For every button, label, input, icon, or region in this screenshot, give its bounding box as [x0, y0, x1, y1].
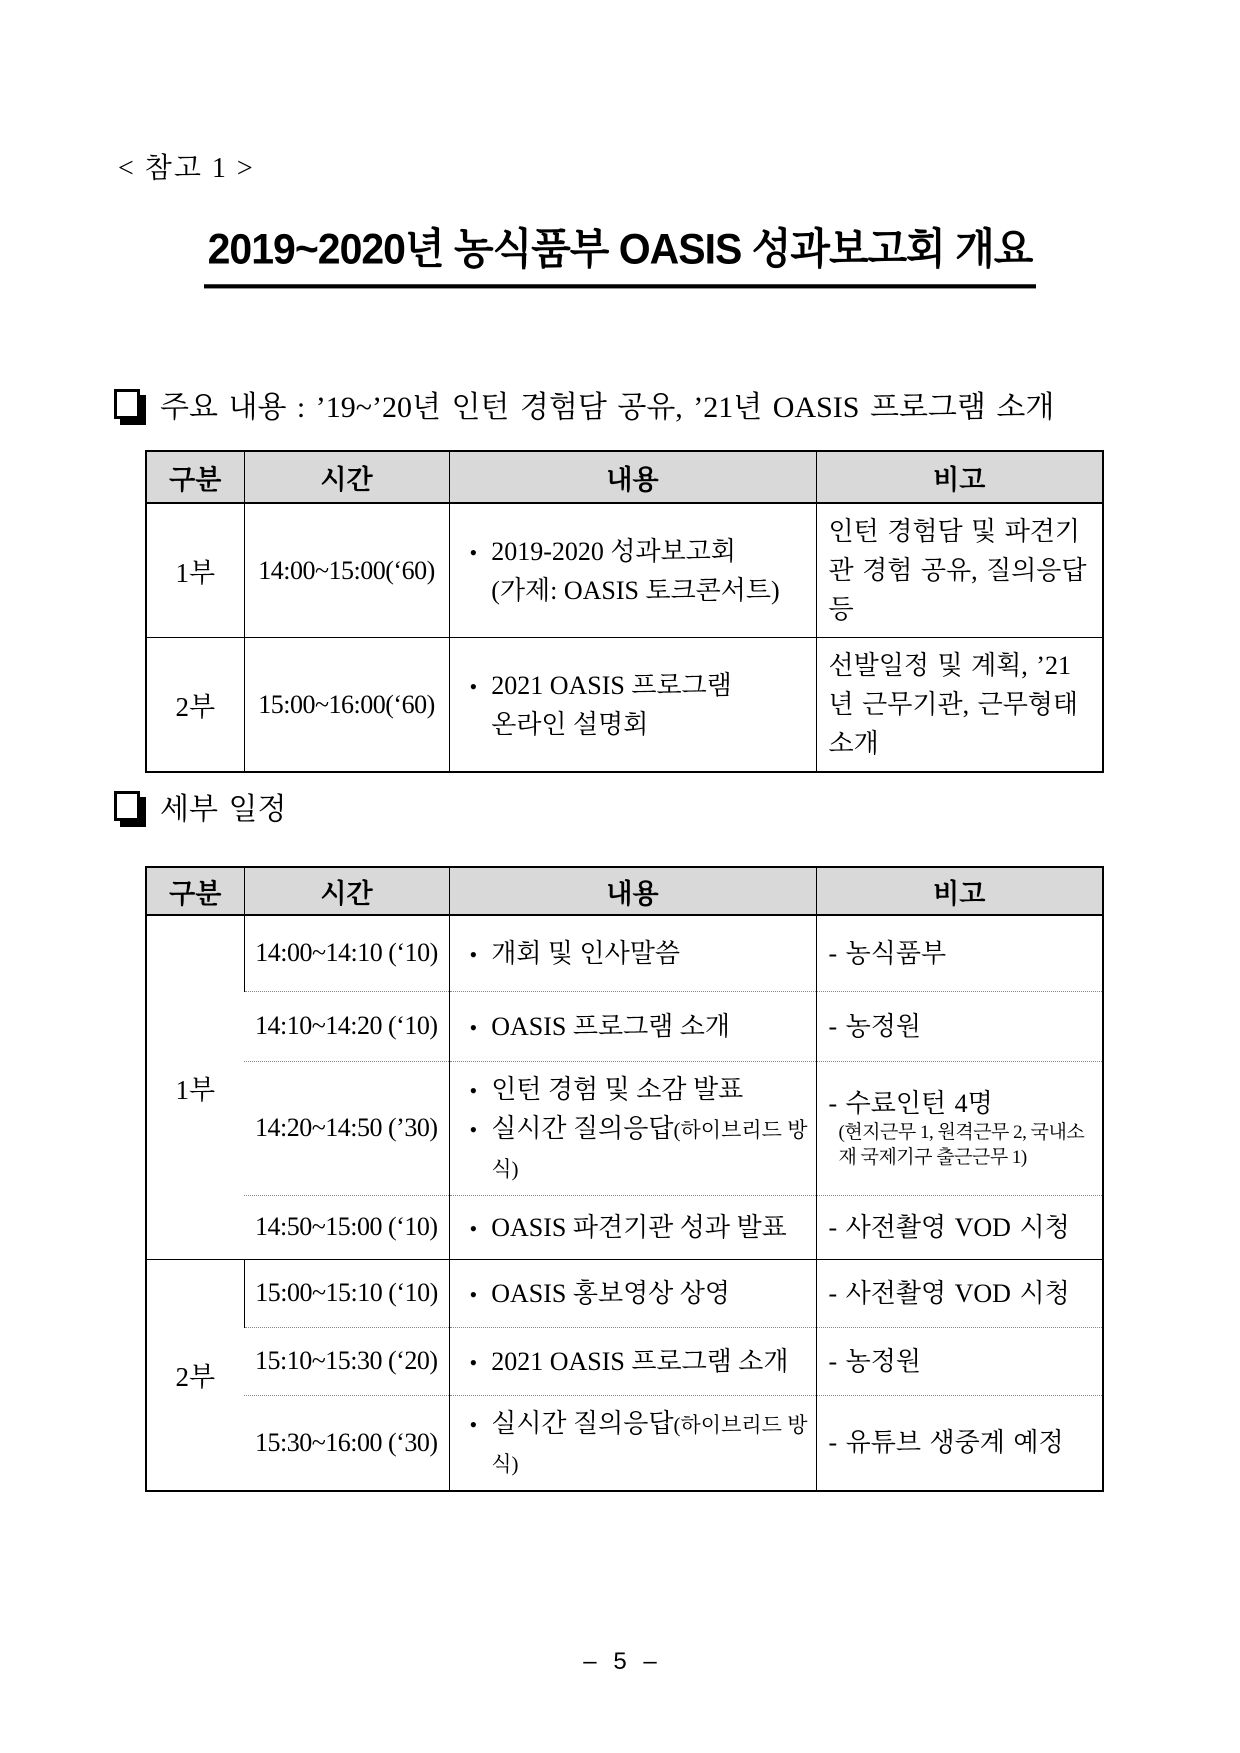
table-row — [146, 638, 1103, 773]
cell-note: - 사전촬영 VOD 시청 — [816, 1195, 1103, 1259]
content-line: 2021 OASIS 프로그램 — [491, 670, 732, 700]
cell-time: 14:20~14:50 (’30) — [244, 1061, 449, 1195]
cell-note: - 농정원 — [816, 1327, 1103, 1395]
cell-time: 15:00~16:00(‘60) — [244, 638, 449, 773]
section-heading-text: 세부 일정 — [160, 793, 287, 826]
cell-content — [449, 1327, 816, 1395]
cell-content — [449, 638, 816, 773]
square-bullet-icon — [114, 791, 140, 821]
table-row — [146, 1327, 1103, 1395]
cell-content — [449, 1195, 816, 1259]
content-line: 개회 및 인사말씀 — [491, 938, 681, 968]
cell-time: 15:30~16:00 (‘30) — [244, 1395, 449, 1491]
cell-time: 14:50~15:00 (‘10) — [244, 1195, 449, 1259]
bullet-icon — [470, 1274, 478, 1313]
bullet-icon — [470, 1208, 478, 1247]
note-small-text: (현지근무 1, 원격근무 2, 국내소재 국제기구 출근근무 1) — [838, 1121, 1085, 1168]
content-small-text: (하이브리드 방식) — [491, 1117, 808, 1181]
header-time: 시간 — [244, 867, 449, 915]
square-bullet-icon — [114, 389, 140, 419]
section-detail-heading — [114, 784, 286, 828]
content-small-text: (하이브리드 방식) — [491, 1412, 808, 1476]
table-row — [146, 1259, 1103, 1327]
bullet-icon — [470, 1007, 478, 1046]
table-row — [146, 915, 1103, 991]
section-heading-text: 주요 내용 : ’19~’20년 인턴 경험담 공유, ’21년 OASIS 프로그램 소개 — [160, 391, 1055, 424]
table-row — [146, 991, 1103, 1061]
header-content: 내용 — [449, 451, 816, 503]
content-line: 실시간 질의응답(하이브리드 방식) — [491, 1408, 808, 1476]
cell-note — [816, 1061, 1103, 1195]
cell-note: 선발일정 및 계획, ’21년 근무기관, 근무형태 소개 — [816, 638, 1103, 773]
header-part: 구분 — [146, 867, 244, 915]
cell-time: 14:00~14:10 (‘10) — [244, 915, 449, 991]
header-content: 내용 — [449, 867, 816, 915]
content-line: 온라인 설명회 — [491, 709, 649, 739]
cell-note: - 농정원 — [816, 991, 1103, 1061]
cell-content — [449, 915, 816, 991]
bullet-icon — [470, 1342, 478, 1381]
content-line: 실시간 질의응답(하이브리드 방식) — [491, 1113, 808, 1181]
cell-note: - 사전촬영 VOD 시청 — [816, 1259, 1103, 1327]
table-header-row — [146, 451, 1103, 503]
page-title: 2019~2020년 농식품부 OASIS 성과보고회 개요 — [204, 215, 1037, 289]
content-line: 2019-2020 성과보고회 — [491, 536, 736, 566]
cell-time: 14:00~15:00(‘60) — [244, 503, 449, 638]
page-number: – 5 – — [583, 1648, 657, 1675]
cell-part-group1: 1부 — [175, 1074, 216, 1105]
header-time: 시간 — [244, 451, 449, 503]
cell-content — [449, 1395, 816, 1491]
reference-label: < 참고 1 > — [118, 153, 255, 184]
table-row — [146, 503, 1103, 638]
cell-content — [449, 1061, 816, 1195]
bullet-icon — [470, 1109, 478, 1148]
table-row — [146, 1195, 1103, 1259]
cell-content — [449, 991, 816, 1061]
cell-content — [449, 503, 816, 638]
bullet-icon — [470, 532, 478, 571]
bullet-icon — [470, 1070, 478, 1109]
content-line: OASIS 홍보영상 상영 — [491, 1278, 731, 1308]
schedule-table — [145, 866, 1104, 1492]
cell-part: 2부 — [146, 638, 244, 773]
content-line: 2021 OASIS 프로그램 소개 — [491, 1346, 789, 1376]
section-summary-heading — [114, 382, 1054, 426]
cell-note: - 농식품부 — [816, 915, 1103, 991]
header-part: 구분 — [146, 451, 244, 503]
content-line: 인턴 경험 및 소감 발표 — [491, 1074, 744, 1104]
content-line: (가제: OASIS 토크콘서트) — [491, 575, 780, 605]
cell-note: 인턴 경험담 및 파견기관 경험 공유, 질의응답 등 — [816, 503, 1103, 638]
table-row — [146, 1061, 1103, 1195]
note-line: - 수료인턴 4명 — [828, 1088, 993, 1118]
content-line: OASIS 파견기관 성과 발표 — [491, 1212, 787, 1242]
cell-part-group2: 2부 — [146, 1259, 244, 1491]
content-line: OASIS 프로그램 소개 — [491, 1011, 731, 1041]
bullet-icon — [470, 1404, 478, 1443]
cell-content — [449, 1259, 816, 1327]
header-note: 비고 — [816, 867, 1103, 915]
bullet-icon — [470, 934, 478, 973]
bullet-icon — [470, 666, 478, 705]
overview-table — [145, 450, 1104, 773]
header-note: 비고 — [816, 451, 1103, 503]
cell-time: 15:00~15:10 (‘10) — [244, 1259, 449, 1327]
table-header-row — [146, 867, 1103, 915]
cell-note: - 유튜브 생중계 예정 — [816, 1395, 1103, 1491]
table-row — [146, 1395, 1103, 1491]
cell-time: 15:10~15:30 (‘20) — [244, 1327, 449, 1395]
cell-time: 14:10~14:20 (‘10) — [244, 991, 449, 1061]
cell-part: 1부 — [175, 558, 216, 588]
title-container — [0, 216, 1240, 287]
